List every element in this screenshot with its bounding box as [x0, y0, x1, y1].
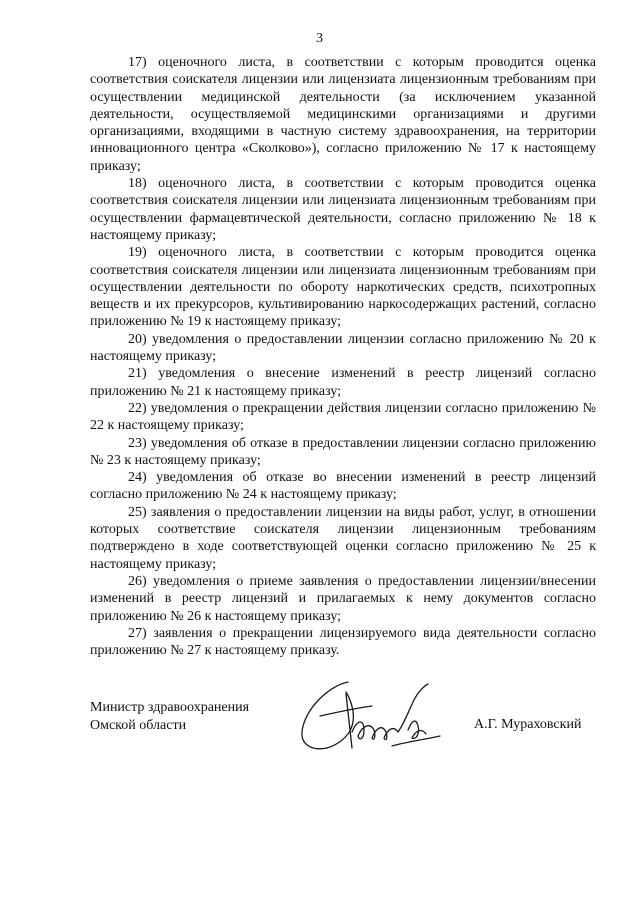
signer-position-line2: Омской области — [90, 717, 187, 733]
list-item-25: 25) заявления о предоставлении лицензии на виды работ, услуг, в отношении которых соответствие соискателя лицензии лицензионным требованиям подтверждено в ходе соответствующей оценки согласно приложению № 25 к настоящему приказу; — [90, 504, 596, 572]
list-item-26: 26) уведомления о приеме заявления о предоставлении лицензии/внесении изменений в реестр лицензий и прилагаемых к нему документов согласно приложению № 26 к настоящему приказу; — [90, 573, 596, 624]
handwritten-signature — [290, 672, 460, 762]
list-item-22: 22) уведомления о прекращении действия лицензии согласно приложению № 22 к настоящему приказу; — [90, 400, 596, 434]
signer-position — [90, 699, 249, 734]
list-item-23: 23) уведомления об отказе в предоставлении лицензии согласно приложению № 23 к настоящему приказу; — [90, 435, 596, 468]
document-body — [90, 54, 596, 659]
list-item-21: 21) уведомления о внесение изменений в реестр лицензий согласно приложению № 21 к настоящему приказу; — [90, 366, 596, 399]
signer-position-line1: Министр здравоохранения — [90, 700, 250, 715]
page-number: 3 — [316, 31, 323, 46]
signer-name: А.Г. Мураховский — [474, 717, 582, 732]
list-item-24: 24) уведомления об отказе во внесении изменений в реестр лицензий согласно приложению № 24 к настоящему приказу; — [90, 470, 596, 503]
list-item-20: 20) уведомления о предоставлении лицензии согласно приложению № 20 к настоящему приказу; — [90, 331, 596, 365]
list-item-18: 18) оценочного листа, в соответствии с которым проводится оценка соответствия соискателя лицензии или лицензиата лицензионным требованиям при осуществлении фармацевтической деятельности, согласно приложению № 18 к настоящему приказу; — [90, 176, 596, 243]
list-item-17: 17) оценочного листа, в соответствии с которым проводится оценка соответствия соискателя лицензии или лицензиата лицензионным требованиям при осуществлении медицинской деятельности (за исключением указанной деятельности, осуществляемой медицинскими организациями и другими организациями, входящими в частную систему здравоохранения, на территории инновационного центра «Сколково»), согласно приложению № 17 к настоящему приказу; — [90, 55, 596, 174]
list-item-19: 19) оценочного листа, в соответствии с которым проводится оценка соответствия соискателя лицензии или лицензиата лицензионным требованиям при осуществлении деятельности по обороту наркотических средств, психотропных веществ и их прекурсоров, культивированию наркосодержащих растений, согласно приложению № 19 к настоящему приказу; — [90, 245, 596, 330]
list-item-27: 27) заявления о прекращении лицензируемого вида деятельности согласно приложению № 27 к настоящему приказу. — [90, 625, 596, 659]
